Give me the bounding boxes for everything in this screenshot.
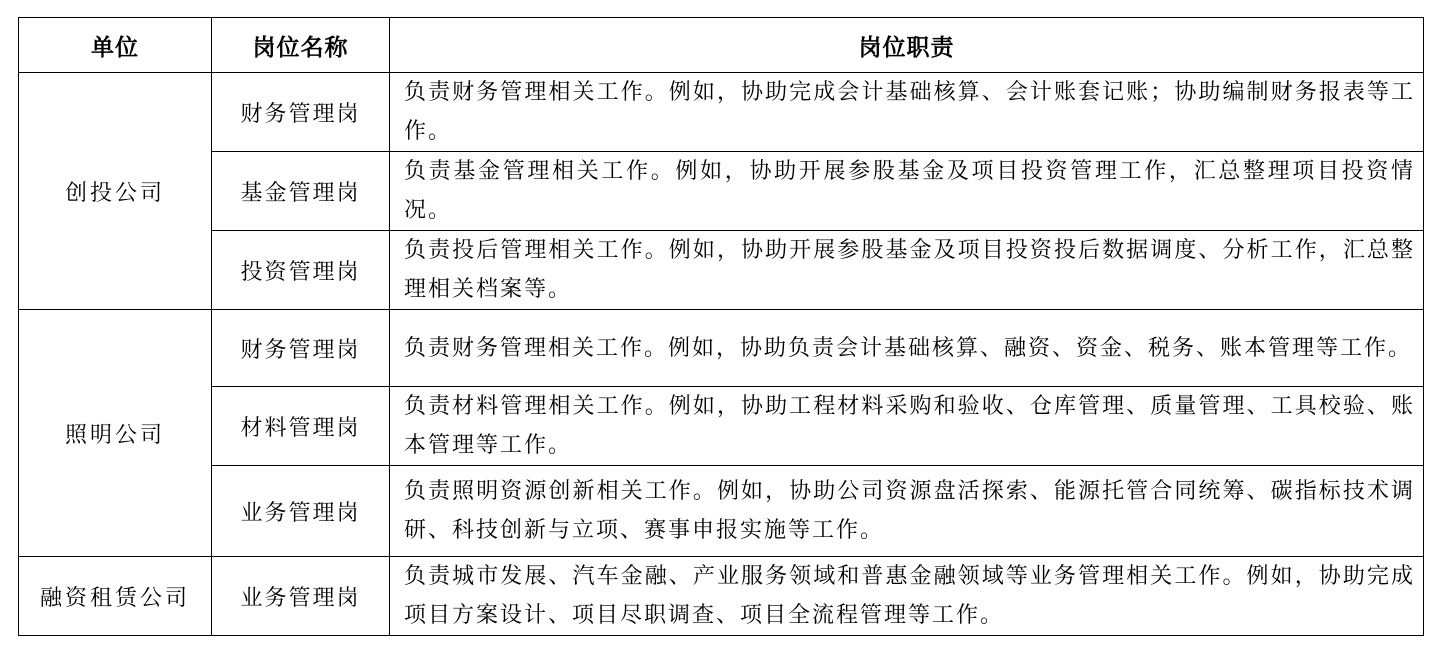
- header-row: [19, 18, 1424, 73]
- post-cell: 基金管理岗: [212, 152, 390, 231]
- table-row: [19, 466, 1424, 557]
- duty-cell: 负责财务管理相关工作。例如，协助完成会计基础核算、会计账套记账；协助编制财务报表等工作。: [390, 73, 1424, 152]
- job-duties-table: [18, 17, 1424, 636]
- duty-cell: 负责材料管理相关工作。例如，协助工程材料采购和验收、仓库管理、质量管理、工具校验、账本管理等工作。: [390, 387, 1424, 466]
- unit-cell: 照明公司: [19, 310, 212, 557]
- post-cell: 财务管理岗: [212, 310, 390, 387]
- unit-cell: 创投公司: [19, 73, 212, 310]
- post-cell: 投资管理岗: [212, 231, 390, 310]
- header-post: 岗位名称: [212, 18, 390, 73]
- duty-cell: 负责城市发展、汽车金融、产业服务领域和普惠金融领域等业务管理相关工作。例如，协助完成项目方案设计、项目尽职调查、项目全流程管理等工作。: [390, 557, 1424, 636]
- duty-cell: 负责基金管理相关工作。例如，协助开展参股基金及项目投资管理工作，汇总整理项目投资情况。: [390, 152, 1424, 231]
- header-duty: 岗位职责: [390, 18, 1424, 73]
- post-cell: 业务管理岗: [212, 466, 390, 557]
- post-cell: 材料管理岗: [212, 387, 390, 466]
- duty-cell: 负责投后管理相关工作。例如，协助开展参股基金及项目投资投后数据调度、分析工作，汇总整理相关档案等。: [390, 231, 1424, 310]
- unit-cell: 融资租赁公司: [19, 557, 212, 636]
- table-row: [19, 231, 1424, 310]
- post-cell: 业务管理岗: [212, 557, 390, 636]
- duty-cell: 负责照明资源创新相关工作。例如，协助公司资源盘活探索、能源托管合同统筹、碳指标技术调研、科技创新与立项、赛事申报实施等工作。: [390, 466, 1424, 557]
- header-unit: 单位: [19, 18, 212, 73]
- table-row: [19, 387, 1424, 466]
- duty-cell: 负责财务管理相关工作。例如，协助负责会计基础核算、融资、资金、税务、账本管理等工作。: [390, 310, 1424, 387]
- table-row: [19, 557, 1424, 636]
- table-row: [19, 73, 1424, 152]
- table-row: [19, 310, 1424, 387]
- post-cell: 财务管理岗: [212, 73, 390, 152]
- table-row: [19, 152, 1424, 231]
